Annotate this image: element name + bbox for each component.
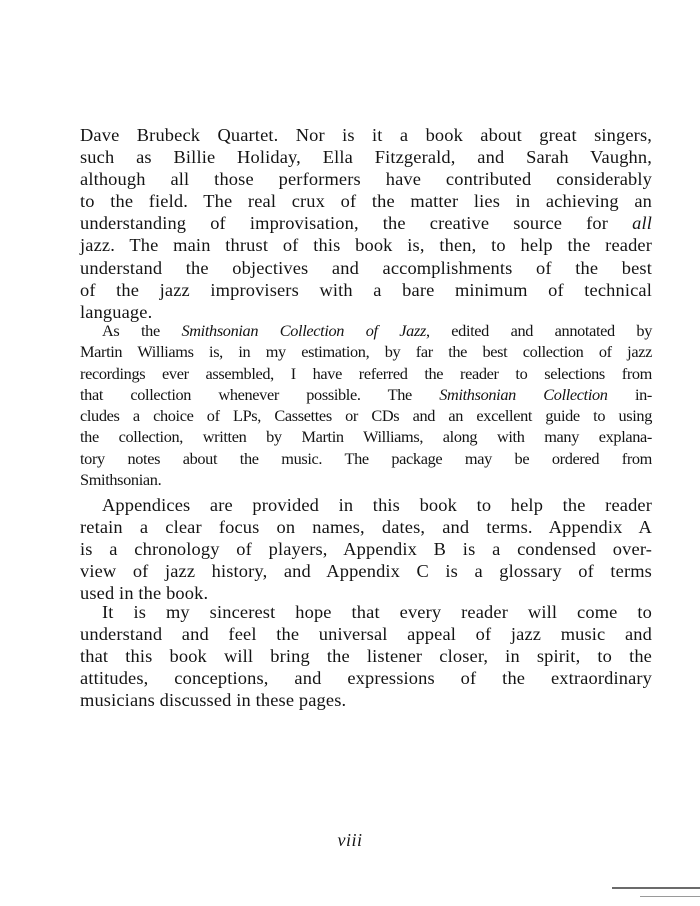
- text-line: attitudes, conceptions, and expressions of the extraordinary: [80, 668, 652, 689]
- text-segment: in-: [607, 384, 653, 404]
- page-number: viii: [337, 830, 363, 850]
- text-line: Martin Williams is, in my estimation, by far the best collection of jazz: [80, 342, 652, 362]
- text-line: tory notes about the music. The package may be ordered from: [80, 448, 652, 468]
- text-segment: As the: [102, 321, 182, 340]
- text-line: language.: [80, 301, 153, 322]
- paragraph-smithsonian-collection: [80, 320, 652, 490]
- text-line: It is my sincerest hope that every reader will come to: [102, 602, 652, 622]
- text-line: of the jazz improvisers with a bare minimum of technical: [80, 279, 652, 300]
- text-line: is a chronology of players, Appendix B is a condensed over-: [80, 539, 652, 560]
- text-line: musicians discussed in these pages.: [80, 690, 347, 711]
- emphasis-collection-title: Smithsonian Collection of Jazz: [181, 321, 426, 340]
- text-line: understand the objectives and accomplishments of the best: [80, 257, 652, 278]
- text-line: understand and feel the universal appeal of jazz music and: [80, 624, 652, 645]
- text-line: [80, 384, 652, 405]
- text-line: cludes a choice of LPs, Cassettes or CDs and an excellent guide to using: [80, 406, 652, 426]
- text-line: [80, 212, 652, 234]
- text-line: such as Billie Holiday, Ella Fitzgerald, and Sarah Vaughn,: [80, 147, 652, 168]
- text-line: Dave Brubeck Quartet. Nor is it a book about great singers,: [80, 125, 652, 145]
- text-line: the collection, written by Martin Williams, along with many explana-: [80, 427, 652, 447]
- scan-edge-line: [612, 887, 700, 889]
- paragraph-closing-hope: [80, 601, 652, 711]
- text-line: used in the book.: [80, 583, 209, 604]
- text-line: recordings ever assembled, I have referred the reader to selections from: [80, 363, 652, 383]
- text-line: jazz. The main thrust of this book is, then, to help the reader: [80, 235, 652, 256]
- text-segment: understanding of improvisation, the creative source for: [80, 213, 633, 234]
- text-line: Smithsonian.: [80, 470, 162, 490]
- text-line: to the field. The real crux of the matter lies in achieving an: [80, 191, 652, 212]
- text-line: [80, 320, 652, 341]
- text-line: retain a clear focus on names, dates, and terms. Appendix A: [80, 517, 652, 538]
- text-line: although all those performers have contributed considerably: [80, 169, 652, 190]
- text-line: that this book will bring the listener closer, in spirit, to the: [80, 646, 652, 667]
- paragraph-appendices: [80, 494, 652, 604]
- text-line: Appendices are provided in this book to help the reader: [102, 495, 652, 515]
- emphasis-all: all: [632, 213, 652, 234]
- text-line: view of jazz history, and Appendix C is a glossary of terms: [80, 561, 652, 582]
- text-segment: that collection whenever possible. The: [80, 384, 440, 404]
- scan-edge-line: [640, 896, 700, 897]
- text-segment: , edited and annotated by: [425, 321, 652, 340]
- emphasis-collection-title: Smithsonian Collection: [439, 384, 608, 404]
- paragraph-intro-continued: [80, 124, 652, 323]
